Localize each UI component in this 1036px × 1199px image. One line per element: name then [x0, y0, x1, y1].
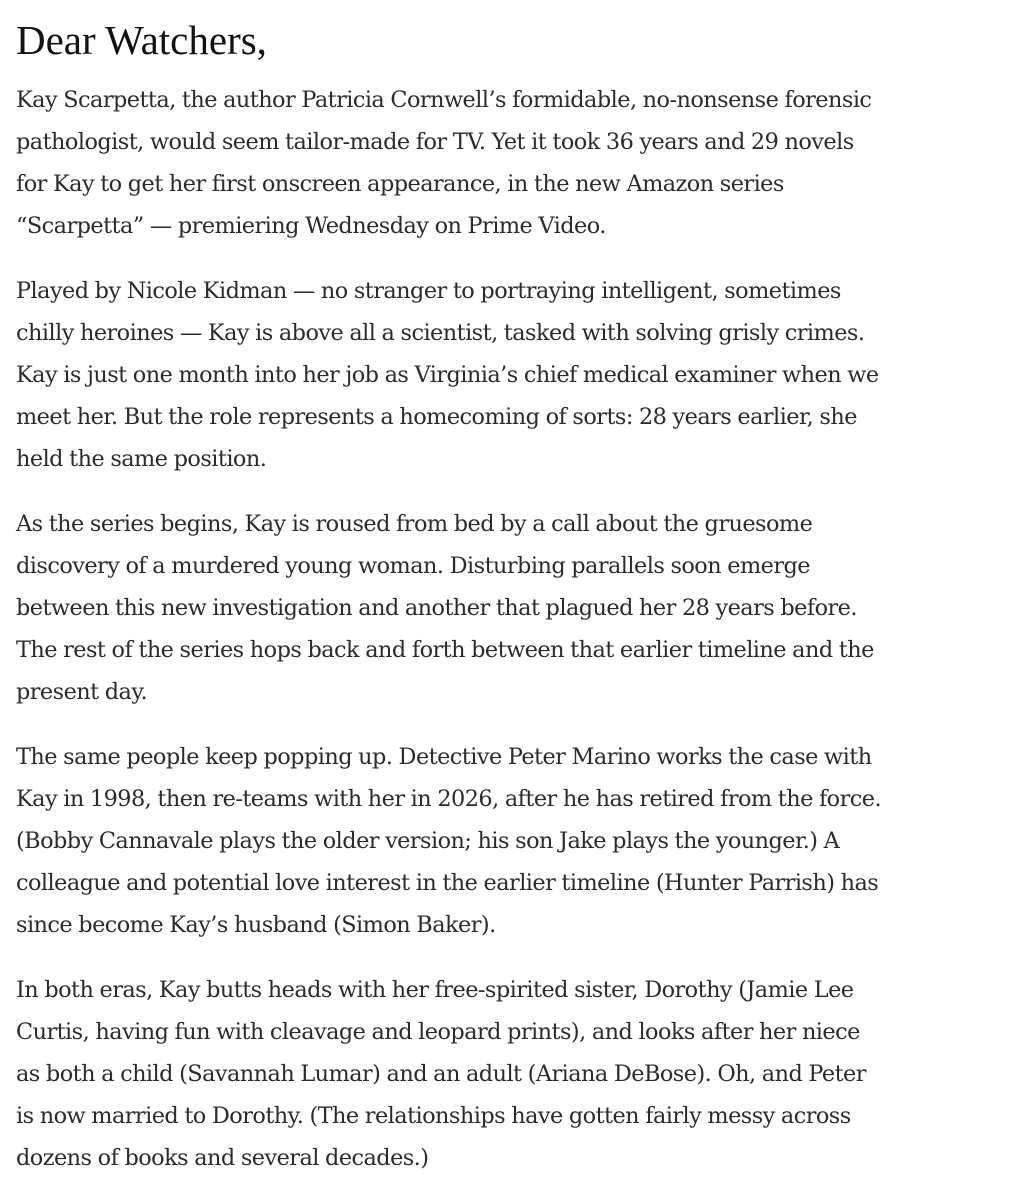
paragraph-line: dozens of books and several decades.) [16, 1145, 429, 1171]
paragraph-line: discovery of a murdered young woman. Disturbing parallels soon emerge [16, 553, 810, 579]
paragraph-line: present day. [16, 679, 148, 705]
paragraph-line: As the series begins, Kay is roused from bed by a call about the gruesome [16, 511, 813, 537]
paragraph-line: Played by Nicole Kidman — no stranger to portraying intelligent, sometimes [16, 278, 841, 304]
paragraph-line: as both a child (Savannah Lumar) and an adult (Ariana DeBose). Oh, and Peter [16, 1061, 866, 1087]
paragraph-line: In both eras, Kay butts heads with her free-spirited sister, Dorothy (Jamie Lee [16, 977, 854, 1003]
article-paragraph [16, 270, 1024, 480]
newsletter-article [16, 14, 1024, 1179]
paragraph-line: Kay is just one month into her job as Virginia’s chief medical examiner when we [16, 362, 879, 388]
article-paragraph [16, 969, 1024, 1179]
paragraph-line: The same people keep popping up. Detective Peter Marino works the case with [16, 744, 872, 770]
paragraph-line: for Kay to get her first onscreen appearance, in the new Amazon series [16, 171, 784, 197]
paragraph-line: colleague and potential love interest in the earlier timeline (Hunter Parrish) has [16, 870, 879, 896]
article-paragraph [16, 503, 1024, 713]
paragraph-line: chilly heroines — Kay is above all a scientist, tasked with solving grisly crimes. [16, 320, 865, 346]
paragraph-line: held the same position. [16, 446, 267, 472]
paragraph-line: is now married to Dorothy. (The relationships have gotten fairly messy across [16, 1103, 851, 1129]
paragraph-line: meet her. But the role represents a homecoming of sorts: 28 years earlier, she [16, 404, 857, 430]
paragraph-line: Kay Scarpetta, the author Patricia Cornwell’s formidable, no-nonsense forensic [16, 87, 872, 113]
paragraph-line: pathologist, would seem tailor-made for TV. Yet it took 36 years and 29 novels [16, 129, 854, 155]
article-paragraph [16, 736, 1024, 946]
paragraph-line: Curtis, having fun with cleavage and leopard prints), and looks after her niece [16, 1019, 860, 1045]
paragraph-line: between this new investigation and another that plagued her 28 years before. [16, 595, 857, 621]
paragraph-line: since become Kay’s husband (Simon Baker). [16, 912, 496, 938]
paragraph-line: (Bobby Cannavale plays the older version; his son Jake plays the younger.) A [16, 828, 840, 854]
paragraph-line: Kay in 1998, then re-teams with her in 2026, after he has retired from the force. [16, 786, 882, 812]
paragraph-line: “Scarpetta” — premiering Wednesday on Prime Video. [16, 213, 606, 239]
article-paragraph [16, 79, 1024, 247]
greeting-heading: Dear Watchers, [16, 17, 267, 63]
paragraph-line: The rest of the series hops back and forth between that earlier timeline and the [16, 637, 874, 663]
